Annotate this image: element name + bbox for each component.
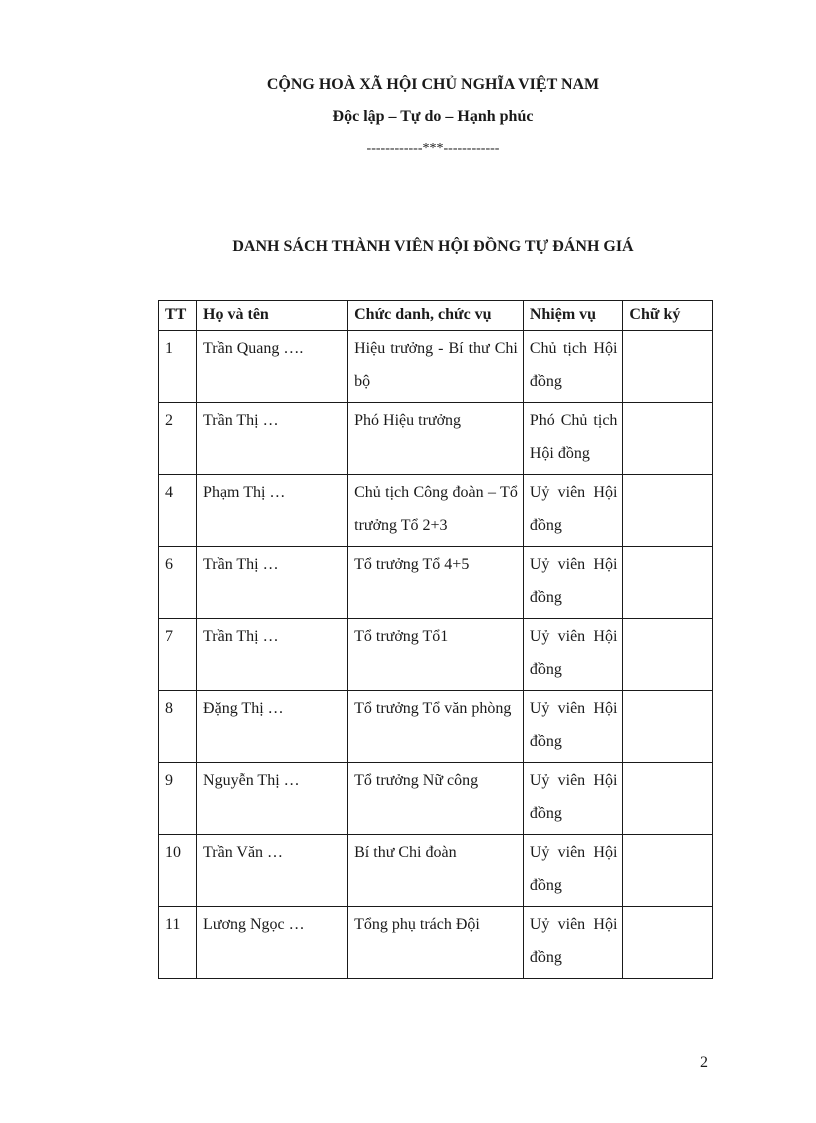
page-number: 2 <box>700 1054 708 1071</box>
cell-duty: Uỷ viên Hội đồng <box>523 475 623 547</box>
cell-signature <box>623 907 713 979</box>
table-row <box>159 907 713 979</box>
document-title: DANH SÁCH THÀNH VIÊN HỘI ĐỒNG TỰ ĐÁNH GIÁ <box>232 238 634 255</box>
table-row <box>159 547 713 619</box>
cell-tt: 9 <box>159 763 197 835</box>
cell-signature <box>623 835 713 907</box>
cell-name: Lương Ngọc … <box>197 907 348 979</box>
cell-title: Phó Hiệu trưởng <box>348 403 524 475</box>
table-row <box>159 331 713 403</box>
cell-signature <box>623 763 713 835</box>
cell-tt: 8 <box>159 691 197 763</box>
cell-duty: Uỷ viên Hội đồng <box>523 835 623 907</box>
motto-heading: Độc lập – Tự do – Hạnh phúc <box>332 108 534 125</box>
column-header-signature: Chữ ký <box>623 301 713 331</box>
table-row <box>159 763 713 835</box>
header-separator: ------------***------------ <box>366 141 500 156</box>
cell-signature <box>623 475 713 547</box>
cell-name: Nguyễn Thị … <box>197 763 348 835</box>
cell-signature <box>623 547 713 619</box>
cell-name: Phạm Thị … <box>197 475 348 547</box>
cell-duty: Uỷ viên Hội đồng <box>523 763 623 835</box>
column-header-duty: Nhiệm vụ <box>523 301 623 331</box>
cell-duty: Chủ tịch Hội đồng <box>523 331 623 403</box>
cell-name: Trần Thị … <box>197 619 348 691</box>
table-row <box>159 475 713 547</box>
cell-title: Tổng phụ trách Đội <box>348 907 524 979</box>
cell-name: Trần Quang …. <box>197 331 348 403</box>
cell-name: Trần Văn … <box>197 835 348 907</box>
table-row <box>159 403 713 475</box>
column-header-title: Chức danh, chức vụ <box>348 301 524 331</box>
table-row <box>159 691 713 763</box>
table-row <box>159 835 713 907</box>
cell-signature <box>623 691 713 763</box>
cell-title: Hiệu trưởng - Bí thư Chi bộ <box>348 331 524 403</box>
cell-tt: 10 <box>159 835 197 907</box>
cell-title: Tổ trưởng Tổ1 <box>348 619 524 691</box>
cell-title: Tổ trưởng Nữ công <box>348 763 524 835</box>
column-header-name: Họ và tên <box>197 301 348 331</box>
cell-name: Trần Thị … <box>197 403 348 475</box>
cell-tt: 6 <box>159 547 197 619</box>
cell-signature <box>623 619 713 691</box>
cell-title: Tổ trưởng Tổ 4+5 <box>348 547 524 619</box>
cell-duty: Uỷ viên Hội đồng <box>523 619 623 691</box>
column-header-tt: TT <box>159 301 197 331</box>
country-name-heading: CỘNG HOÀ XÃ HỘI CHỦ NGHĨA VIỆT NAM <box>266 76 600 93</box>
cell-title: Tổ trưởng Tổ văn phòng <box>348 691 524 763</box>
cell-duty: Uỷ viên Hội đồng <box>523 907 623 979</box>
cell-signature <box>623 403 713 475</box>
cell-duty: Uỷ viên Hội đồng <box>523 691 623 763</box>
cell-name: Trần Thị … <box>197 547 348 619</box>
cell-tt: 7 <box>159 619 197 691</box>
cell-signature <box>623 331 713 403</box>
cell-duty: Uỷ viên Hội đồng <box>523 547 623 619</box>
table-header-row <box>159 301 713 331</box>
table-row <box>159 619 713 691</box>
cell-duty: Phó Chủ tịch Hội đồng <box>523 403 623 475</box>
cell-tt: 4 <box>159 475 197 547</box>
cell-title: Bí thư Chi đoàn <box>348 835 524 907</box>
cell-tt: 2 <box>159 403 197 475</box>
cell-tt: 11 <box>159 907 197 979</box>
council-members-table <box>158 300 713 979</box>
cell-name: Đặng Thị … <box>197 691 348 763</box>
cell-tt: 1 <box>159 331 197 403</box>
cell-title: Chủ tịch Công đoàn – Tổ trưởng Tổ 2+3 <box>348 475 524 547</box>
